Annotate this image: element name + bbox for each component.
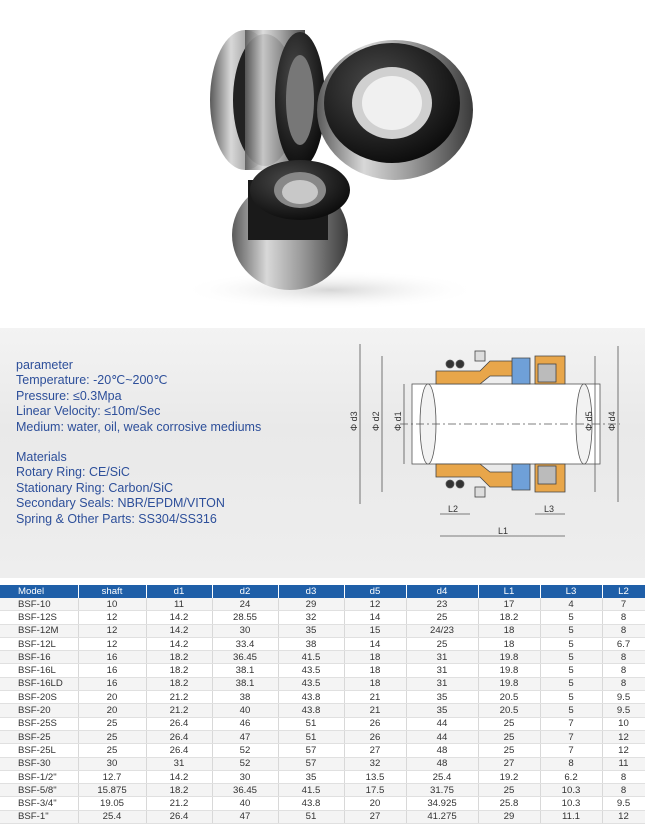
material-spring: Spring & Other Parts: SS304/SS316	[16, 511, 217, 526]
table-cell: 10.3	[540, 797, 602, 810]
table-cell: 18	[478, 624, 540, 637]
table-cell: 6.2	[540, 770, 602, 783]
table-cell: 20	[344, 797, 406, 810]
table-cell: 36.45	[212, 651, 278, 664]
table-cell: 18.2	[146, 784, 212, 797]
table-cell: 26	[344, 717, 406, 730]
table-cell: 14.2	[146, 770, 212, 783]
table-cell: 10	[78, 598, 146, 611]
table-cell: 5	[540, 704, 602, 717]
table-cell: 21	[344, 704, 406, 717]
table-cell: 8	[602, 770, 645, 783]
table-cell: 51	[278, 810, 344, 823]
dim-l1: L1	[498, 526, 509, 536]
table-cell: 12	[602, 810, 645, 823]
table-cell: 20	[78, 704, 146, 717]
table-cell: 52	[212, 757, 278, 770]
table-cell: 19.05	[78, 797, 146, 810]
table-cell: 24	[212, 598, 278, 611]
dim-l3: L3	[544, 504, 555, 514]
column-header: Model	[0, 585, 78, 598]
table-cell: 8	[602, 784, 645, 797]
table-cell: 14	[344, 637, 406, 650]
table-cell: 31	[406, 677, 478, 690]
table-row	[0, 704, 645, 717]
table-cell: 21.2	[146, 691, 212, 704]
table-cell: 20.5	[478, 704, 540, 717]
table-cell: 35	[278, 624, 344, 637]
dim-l2: L2	[448, 504, 459, 514]
table-cell: 28.55	[212, 611, 278, 624]
table-cell: 17	[478, 598, 540, 611]
seal-photo-illustration	[0, 0, 645, 328]
table-cell: 31	[406, 664, 478, 677]
table-cell: 10.3	[540, 784, 602, 797]
table-cell: 14.2	[146, 624, 212, 637]
table-cell: 11	[146, 598, 212, 611]
table-cell: 18.2	[146, 651, 212, 664]
table-cell: 8	[602, 664, 645, 677]
table-cell: 5	[540, 677, 602, 690]
table-cell: 27	[344, 810, 406, 823]
table-cell: 9.5	[602, 691, 645, 704]
table-cell: 7	[540, 730, 602, 743]
table-cell: 5	[540, 651, 602, 664]
table-cell: 25	[478, 744, 540, 757]
table-cell: 14.2	[146, 611, 212, 624]
table-cell: 25	[478, 730, 540, 743]
table-cell: 44	[406, 730, 478, 743]
table-row	[0, 624, 645, 637]
table-cell: BSF-3/4"	[0, 797, 78, 810]
table-cell: 4	[540, 598, 602, 611]
table-cell: 40	[212, 797, 278, 810]
table-cell: BSF-25L	[0, 744, 78, 757]
table-cell: 7	[540, 717, 602, 730]
material-stationary: Stationary Ring: Carbon/SiC	[16, 480, 174, 495]
table-cell: 21.2	[146, 704, 212, 717]
table-row	[0, 598, 645, 611]
parameter-pressure: Pressure: ≤0.3Mpa	[16, 388, 122, 403]
table-cell: 20.5	[478, 691, 540, 704]
table-cell: 34.925	[406, 797, 478, 810]
table-cell: 16	[78, 677, 146, 690]
table-cell: 18	[478, 637, 540, 650]
column-header: d2	[212, 585, 278, 598]
table-cell: 43.5	[278, 677, 344, 690]
table-cell: 25	[78, 717, 146, 730]
table-cell: 33.4	[212, 637, 278, 650]
table-cell: 30	[212, 624, 278, 637]
table-cell: BSF-5/8"	[0, 784, 78, 797]
table-cell: 25	[406, 637, 478, 650]
table-cell: 18	[344, 651, 406, 664]
table-cell: BSF-1/2"	[0, 770, 78, 783]
table-cell: 23	[406, 598, 478, 611]
table-cell: BSF-1"	[0, 810, 78, 823]
parameters-block	[16, 358, 261, 527]
table-cell: 16	[78, 651, 146, 664]
table-cell: 38	[278, 637, 344, 650]
seal-right	[317, 40, 473, 180]
table-cell: 17.5	[344, 784, 406, 797]
table-cell: 26	[344, 730, 406, 743]
column-header: d4	[406, 585, 478, 598]
table-cell: 25	[78, 744, 146, 757]
table-cell: 41.275	[406, 810, 478, 823]
table-row	[0, 730, 645, 743]
table-cell: BSF-20	[0, 704, 78, 717]
table-cell: BSF-20S	[0, 691, 78, 704]
table-row	[0, 757, 645, 770]
table-cell: 38.1	[212, 677, 278, 690]
table-cell: 11	[602, 757, 645, 770]
table-row	[0, 651, 645, 664]
table-cell: 12.7	[78, 770, 146, 783]
table-cell: 8	[602, 651, 645, 664]
table-cell: 14.2	[146, 637, 212, 650]
column-header: d1	[146, 585, 212, 598]
parameter-medium: Medium: water, oil, weak corrosive mediums	[16, 419, 262, 434]
table-cell: 5	[540, 691, 602, 704]
material-secondary: Secondary Seals: NBR/EPDM/VITON	[16, 496, 225, 511]
table-cell: 14	[344, 611, 406, 624]
table-cell: 57	[278, 744, 344, 757]
table-cell: BSF-16L	[0, 664, 78, 677]
table-cell: 18.2	[478, 611, 540, 624]
table-cell: 25	[478, 784, 540, 797]
table-cell: 12	[602, 744, 645, 757]
table-cell: 31	[146, 757, 212, 770]
table-cell: 43.8	[278, 704, 344, 717]
table-cell: 13.5	[344, 770, 406, 783]
table-cell: 43.8	[278, 691, 344, 704]
table-cell: 30	[78, 757, 146, 770]
table-cell: BSF-12S	[0, 611, 78, 624]
table-cell: 5	[540, 664, 602, 677]
table-cell: BSF-10	[0, 598, 78, 611]
column-header: d5	[344, 585, 406, 598]
parameter-velocity: Linear Velocity: ≤10m/Sec	[16, 404, 161, 419]
materials-heading: Materials	[16, 450, 67, 465]
parameter-heading: parameter	[16, 358, 73, 372]
table-cell: 19.8	[478, 664, 540, 677]
table-cell: 20	[78, 691, 146, 704]
material-rotary: Rotary Ring: CE/SiC	[16, 465, 130, 480]
table-cell: 29	[478, 810, 540, 823]
table-cell: 31.75	[406, 784, 478, 797]
column-header: L3	[540, 585, 602, 598]
table-cell: 16	[78, 664, 146, 677]
table-cell: 43.8	[278, 797, 344, 810]
table-cell: 26.4	[146, 717, 212, 730]
table-cell: 21.2	[146, 797, 212, 810]
product-photo	[0, 0, 645, 328]
dim-d4: Φ d4	[607, 411, 617, 431]
table-cell: 35	[406, 704, 478, 717]
table-row	[0, 691, 645, 704]
column-header: L1	[478, 585, 540, 598]
table-cell: 8	[602, 624, 645, 637]
table-cell: 12	[78, 611, 146, 624]
seal-cross-section-diagram	[340, 336, 640, 551]
table-cell: 15	[344, 624, 406, 637]
table-row	[0, 717, 645, 730]
table-cell: 51	[278, 730, 344, 743]
table-cell: 8	[540, 757, 602, 770]
table-cell: 30	[212, 770, 278, 783]
table-cell: 51	[278, 717, 344, 730]
seal-front	[232, 160, 350, 290]
table-cell: 32	[278, 611, 344, 624]
dim-d3: Φ d3	[349, 411, 359, 431]
table-cell: 21	[344, 691, 406, 704]
table-cell: 52	[212, 744, 278, 757]
table-cell: 25.8	[478, 797, 540, 810]
parameter-temperature: Temperature: -20℃~200℃	[16, 373, 168, 388]
table-cell: BSF-16LD	[0, 677, 78, 690]
table-cell: 15.875	[78, 784, 146, 797]
table-cell: 8	[602, 611, 645, 624]
table-cell: 26.4	[146, 730, 212, 743]
table-cell: 35	[406, 691, 478, 704]
table-cell: 47	[212, 810, 278, 823]
table-cell: 8	[602, 677, 645, 690]
table-cell: BSF-16	[0, 651, 78, 664]
table-cell: 32	[344, 757, 406, 770]
table-cell: 43.5	[278, 664, 344, 677]
table-cell: 38	[212, 691, 278, 704]
table-row	[0, 637, 645, 650]
table-cell: 5	[540, 611, 602, 624]
table-cell: 9.5	[602, 704, 645, 717]
table-row	[0, 744, 645, 757]
table-cell: 11.1	[540, 810, 602, 823]
table-cell: 25	[78, 730, 146, 743]
table-cell: 25	[406, 611, 478, 624]
table-cell: 44	[406, 717, 478, 730]
column-header: shaft	[78, 585, 146, 598]
table-cell: 41.5	[278, 651, 344, 664]
table-cell: 12	[602, 730, 645, 743]
table-cell: 18.2	[146, 664, 212, 677]
column-header: d3	[278, 585, 344, 598]
table-cell: 6.7	[602, 637, 645, 650]
table-row	[0, 664, 645, 677]
table-cell: 12	[78, 637, 146, 650]
dim-d1: Φ d1	[393, 411, 403, 431]
table-row	[0, 810, 645, 823]
table-cell: 10	[602, 717, 645, 730]
table-row	[0, 797, 645, 810]
table-cell: 19.2	[478, 770, 540, 783]
dim-d2: Φ d2	[371, 411, 381, 431]
table-cell: 5	[540, 624, 602, 637]
table-row	[0, 770, 645, 783]
table-cell: BSF-30	[0, 757, 78, 770]
table-cell: 12	[344, 598, 406, 611]
table-cell: BSF-12M	[0, 624, 78, 637]
table-cell: BSF-25	[0, 730, 78, 743]
table-cell: 41.5	[278, 784, 344, 797]
table-row	[0, 784, 645, 797]
table-cell: 35	[278, 770, 344, 783]
table-cell: 27	[478, 757, 540, 770]
table-row	[0, 611, 645, 624]
table-cell: 26.4	[146, 810, 212, 823]
table-cell: 48	[406, 744, 478, 757]
table-cell: 47	[212, 730, 278, 743]
table-cell: 29	[278, 598, 344, 611]
table-cell: 19.8	[478, 651, 540, 664]
table-cell: 18	[344, 677, 406, 690]
table-cell: 36.45	[212, 784, 278, 797]
table-cell: 5	[540, 637, 602, 650]
table-header-row	[0, 585, 645, 598]
table-cell: 25	[478, 717, 540, 730]
table-cell: 12	[78, 624, 146, 637]
table-cell: 25.4	[78, 810, 146, 823]
table-cell: 25.4	[406, 770, 478, 783]
column-header: L2	[602, 585, 645, 598]
table-cell: 48	[406, 757, 478, 770]
table-row	[0, 677, 645, 690]
table-cell: 7	[602, 598, 645, 611]
table-cell: 40	[212, 704, 278, 717]
table-cell: 9.5	[602, 797, 645, 810]
dim-d5: Φ d5	[584, 411, 594, 431]
seal-back-left	[210, 30, 325, 170]
table-cell: BSF-12L	[0, 637, 78, 650]
table-cell: 7	[540, 744, 602, 757]
table-cell: 18.2	[146, 677, 212, 690]
table-cell: 46	[212, 717, 278, 730]
table-cell: 31	[406, 651, 478, 664]
table-cell: 18	[344, 664, 406, 677]
dimension-table	[0, 585, 645, 824]
table-body	[0, 598, 645, 824]
table-cell: 24/23	[406, 624, 478, 637]
table-cell: 26.4	[146, 744, 212, 757]
table-cell: BSF-25S	[0, 717, 78, 730]
table-cell: 38.1	[212, 664, 278, 677]
table-cell: 27	[344, 744, 406, 757]
table-cell: 57	[278, 757, 344, 770]
table-cell: 19.8	[478, 677, 540, 690]
